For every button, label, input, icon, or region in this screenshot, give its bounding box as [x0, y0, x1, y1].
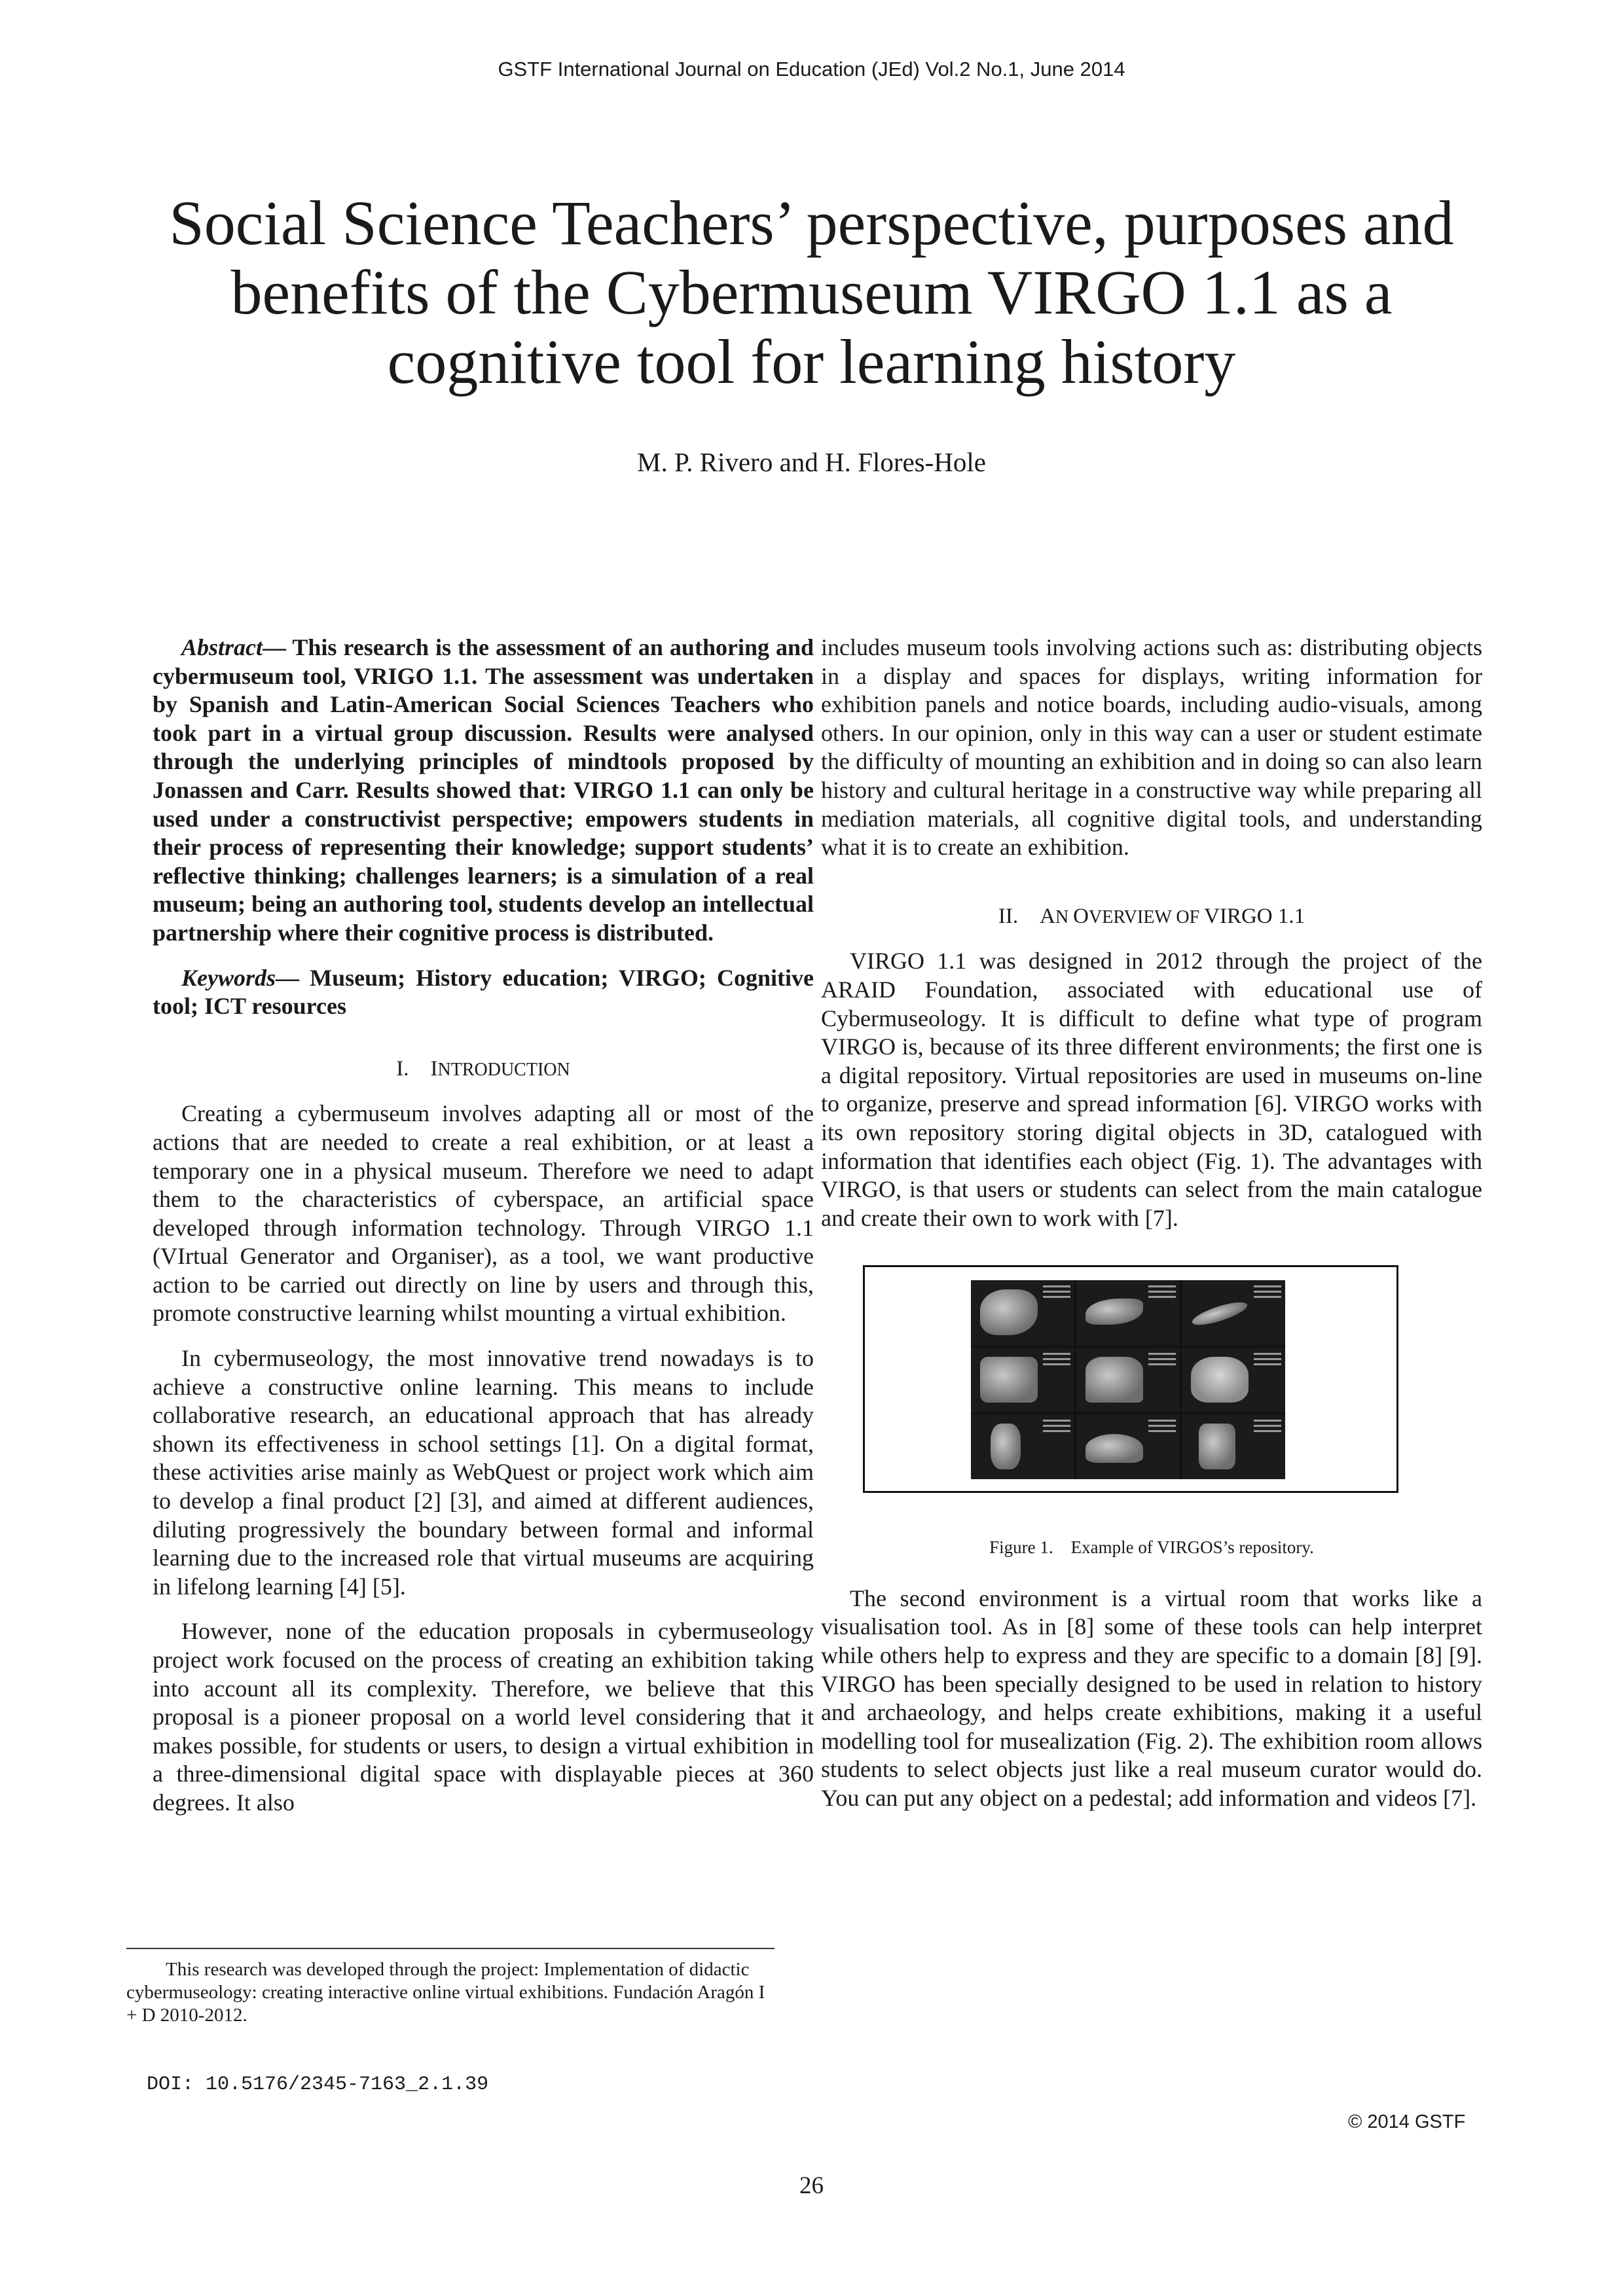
- repository-tile: [1182, 1348, 1285, 1412]
- page-number: 26: [799, 2172, 824, 2199]
- keywords-label: Keywords: [181, 964, 276, 991]
- repository-tile: [1076, 1414, 1180, 1479]
- footnote-text: This research was developed through the project: Implementation of didactic cybermuseology: creating interactive online virtual exhibitions. Fundación Aragón I + D 2010-2012.: [126, 1959, 765, 2026]
- left-column: [153, 634, 814, 1818]
- repository-grid: [971, 1280, 1285, 1479]
- intro-paragraph-3-continuation: includes museum tools involving actions such as: distributing objects in a display and spaces for displays, writing information for exhibition panels and notice boards, including audio-visuals, among others. In our opinion, only in this way can a user or student estimate the difficulty of mounting an exhibition and in doing so can also learn history and cultural heritage in a constructive way while preparing all mediation materials, all cognitive digital tools, and understanding what it is to create an exhibition.: [821, 634, 1482, 861]
- repository-tile: [971, 1348, 1074, 1412]
- overview-paragraph-2: The second environment is a virtual room that works like a visualisation tool. As in [8] some of these tools can help interpret while others help to express and they are specific to a domain [8] [9]. VIRGO has been specially designed to be used in relation to history and archaeology, and helps create exhibitions, making it a useful modelling tool for musealization (Fig. 2). The exhibition room allows students to select objects just like a real museum curator would do. You can put any object on a pedestal; add information and videos [7].: [821, 1585, 1482, 1812]
- title-line-1: Social Science Teachers’ perspective, purposes and: [169, 188, 1454, 258]
- repository-tile: [1076, 1348, 1180, 1412]
- running-header: GSTF International Journal on Education (JEd) Vol.2 No.1, June 2014: [498, 58, 1125, 81]
- title-line-3: cognitive tool for learning history: [387, 327, 1236, 397]
- repository-tile: [1182, 1414, 1285, 1479]
- abstract-text: This research is the assessment of an authoring and cybermuseum tool, VRIGO 1.1. The assessment was undertaken by Spanish and Latin-American Social Sciences Teachers who took part in a virtual group discussion. Results were analysed through the underlying principles of mindtools proposed by Jonassen and Carr. Results showed that: VIRGO 1.1 can only be used under a constructivist perspective; empowers students in their process of representing their knowledge; support students’ reflective thinking; challenges learners; is a simulation of a real museum; being an authoring tool, students develop an intellectual partnership where their cognitive process is distributed.: [153, 634, 814, 946]
- footnote: [126, 1958, 775, 2027]
- intro-paragraph-3: However, none of the education proposals in cybermuseology project work focused on the process of creating an exhibition taking into account all its complexity. Therefore, we believe that this proposal is a pioneer proposal on a world level considering that it makes possible, for students or users, to design a virtual exhibition in a three-dimensional digital space with displayable pieces at 360 degrees. It also: [153, 1618, 814, 1816]
- abstract: Abstract— This research is the assessment of an authoring and cybermuseum tool, VRIGO 1.1. The assessment was undertaken by Spanish and Latin-American Social Sciences Teachers who took part in a virtual group discussion. Results were analysed through the underlying principles of mindtools proposed by Jonassen and Carr. Results showed that: VIRGO 1.1 can only be used under a constructivist perspective; empowers students in their process of representing their knowledge; support students’ reflective thinking; challenges learners; is a simulation of a real museum; being an authoring tool, students develop an intellectual partnership where their cognitive process is distributed.: [153, 634, 814, 946]
- paper-title: [118, 188, 1505, 397]
- figure-1-caption: Figure 1. Example of VIRGOS’s repository.: [989, 1537, 1314, 1558]
- section-heading-introduction: I. INTRODUCTION: [396, 1056, 570, 1081]
- abstract-label: Abstract: [181, 634, 263, 660]
- title-line-2: benefits of the Cybermuseum VIRGO 1.1 as a: [230, 257, 1393, 327]
- intro-paragraph-2: In cybermuseology, the most innovative trend nowadays is to achieve a constructive online learning. This means to include collaborative research, an educational approach that has already shown its effectiveness in school settings [1]. On a digital format, these activities arise mainly as WebQuest or project work which aim to develop a final product [2] [3], and aimed at different audiences, diluting progressively the boundary between formal and informal learning due to the increased role that virtual museums are acquiring in lifelong learning [4] [5].: [153, 1345, 814, 1600]
- repository-tile: [1182, 1280, 1285, 1345]
- repository-tile: [971, 1414, 1074, 1479]
- copyright: © 2014 GSTF: [1348, 2111, 1466, 2132]
- footnote-divider: [126, 1948, 775, 1949]
- repository-tile: [1076, 1280, 1180, 1345]
- authors: M. P. Rivero and H. Flores-Hole: [637, 447, 986, 477]
- keywords: Keywords— Museum; History education; VIRGO; Cognitive tool; ICT resources: [153, 964, 814, 1020]
- overview-paragraph-1: VIRGO 1.1 was designed in 2012 through the project of the ARAID Foundation, associated with educational use of Cybermuseology. It is difficult to define what type of program VIRGO is, because of its three different environments; the first one is a digital repository. Virtual repositories are used in museums on-line to organize, preserve and spread information [6]. VIRGO works with its own repository storing digital objects in 3D, catalogued with information that identifies each object (Fig. 1). The advantages with VIRGO, is that users or students can select from the main catalogue and create their own to work with [7].: [821, 948, 1482, 1231]
- figure-1-image: [863, 1265, 1398, 1493]
- repository-tile: [971, 1280, 1074, 1345]
- intro-paragraph-1: Creating a cybermuseum involves adapting all or most of the actions that are needed to create a real exhibition, or at least a temporary one in a physical museum. Therefore we need to adapt them to the characteristics of cyberspace, an artificial space developed through information technology. Through VIRGO 1.1 (VIrtual Generator and Organiser), as a tool, we want productive action to be carried out directly on line by users and through this, promote constructive learning whilst mounting a virtual exhibition.: [153, 1100, 814, 1327]
- section-heading-overview: II. AN OVERVIEW OF VIRGO 1.1: [998, 904, 1305, 928]
- keywords-text: Museum; History education; VIRGO; Cognitive tool; ICT resources: [153, 964, 814, 1020]
- right-column: [821, 634, 1482, 1813]
- doi: DOI: 10.5176/2345-7163_2.1.39: [147, 2073, 489, 2096]
